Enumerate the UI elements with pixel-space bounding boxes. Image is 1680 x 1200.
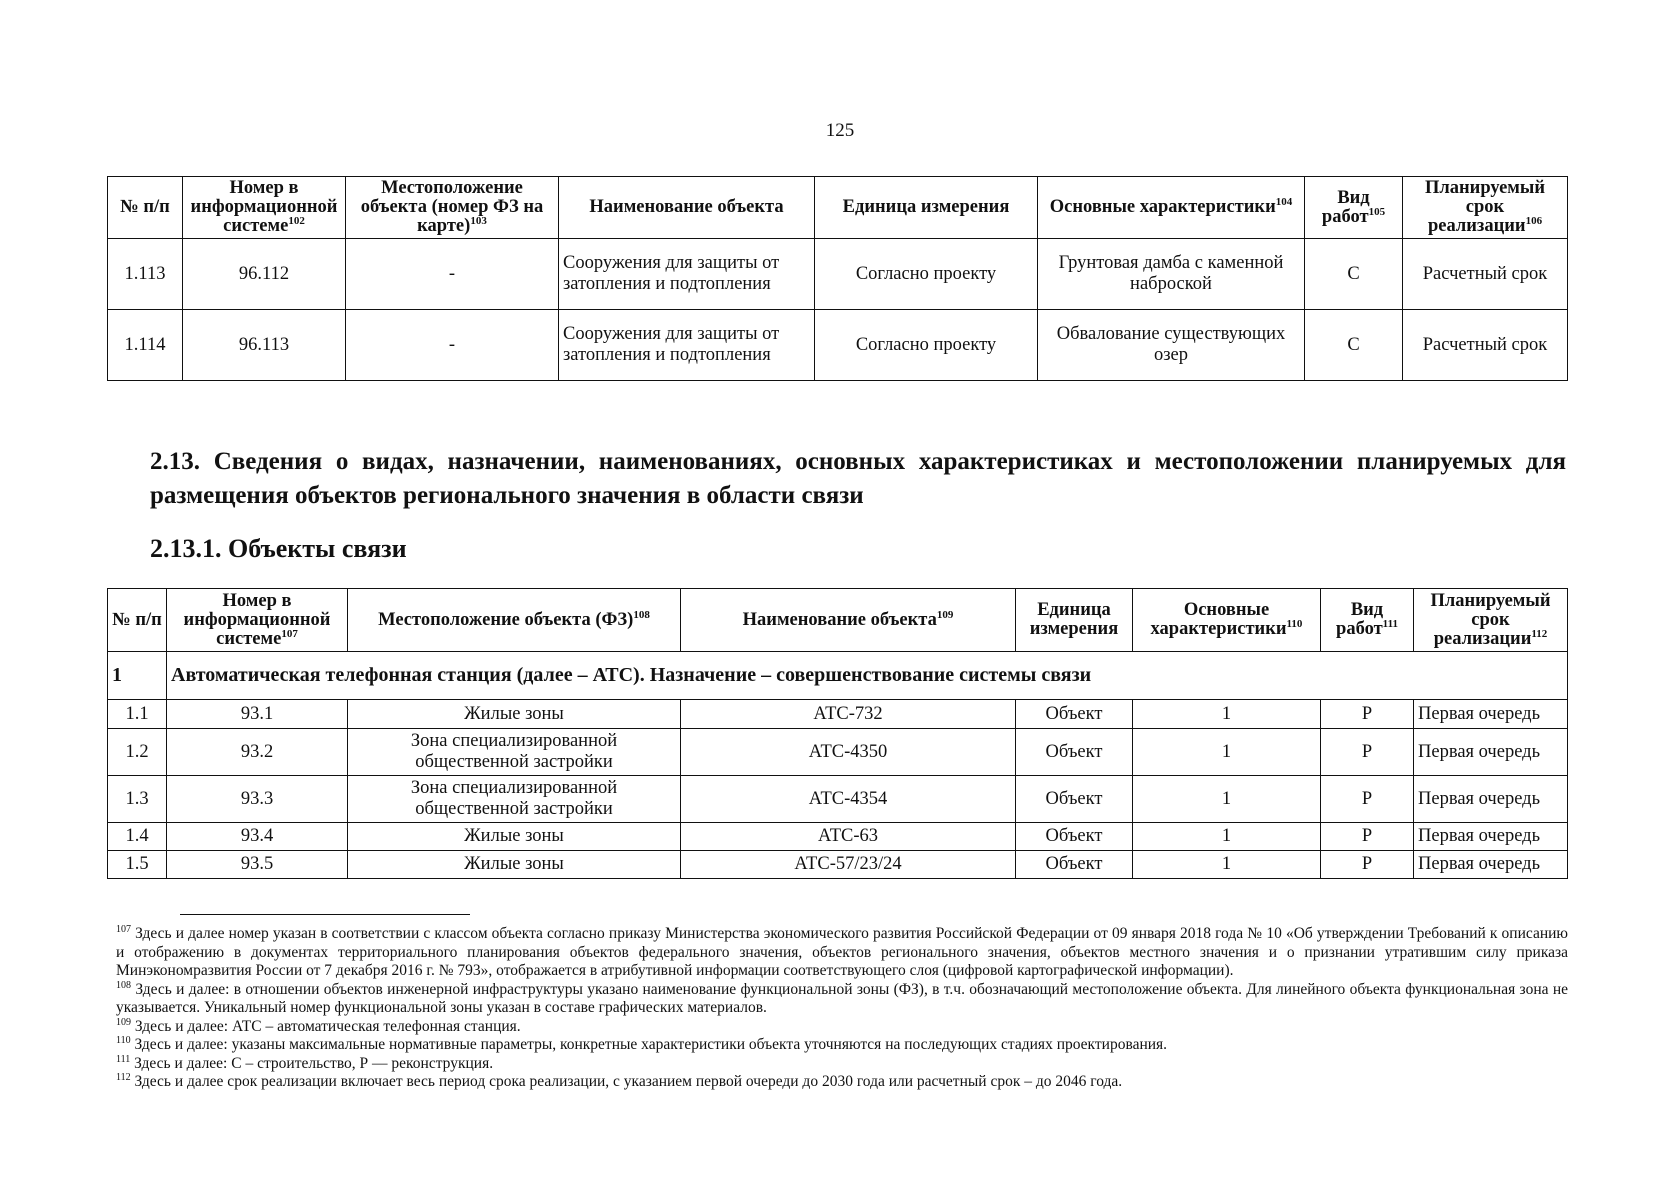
row-number: 1.3 xyxy=(108,776,167,823)
planned-term: Первая очередь xyxy=(1414,700,1568,729)
table-row xyxy=(108,851,1568,879)
unit: Согласно проекту xyxy=(815,239,1038,310)
footnote: $^{107}$ Здесь и далее номер указан в соответствии с классом объекта согласно приказу Министерства экономического развития Российской Федерации от 09 января 2018 года № 10 «Об утверждении Требований к описанию и отображению в документах территориального планирования объектов федерального значения, объектов регионального значения, объектов местного значения и о признании утратившим силу приказа Минэкономразвития России от 7 декабря 2016 г. № 793», отображается в атрибутивной информации соответствующего слоя (цифровой картографической информации). xyxy=(116,923,1568,979)
header-cell: Основные характеристики$^{104}$ xyxy=(1038,177,1305,239)
unit: Объект xyxy=(1016,851,1133,879)
header-cell: Наименование объекта xyxy=(559,177,815,239)
header-cell: Номер в информационной системе$^{107}$ xyxy=(167,589,348,652)
characteristics: 1 xyxy=(1133,823,1321,851)
page-number: 125 xyxy=(825,120,855,141)
unit: Согласно проекту xyxy=(815,310,1038,381)
communication-objects-table xyxy=(107,588,1568,879)
footnote: $^{108}$ Здесь и далее: в отношении объектов инженерной инфраструктуры указано наименование функциональной зоны (ФЗ), в т.ч. обозначающий местоположение объекта. Для линейного объекта функциональная зона не указывается. Уникальный номер функциональной зоны указан в составе графических материалов. xyxy=(116,979,1568,1016)
header-cell: Вид работ$^{105}$ xyxy=(1305,177,1403,239)
header-cell: Планируемый срок реализации$^{106}$ xyxy=(1403,177,1568,239)
object-name: АТС-57/23/24 xyxy=(681,851,1016,879)
row-number: 1.4 xyxy=(108,823,167,851)
info-system-number: 93.1 xyxy=(167,700,348,729)
characteristics: Грунтовая дамба с каменной наброской xyxy=(1038,239,1305,310)
header-cell: Наименование объекта$^{109}$ xyxy=(681,589,1016,652)
object-name: АТС-4354 xyxy=(681,776,1016,823)
planned-term: Первая очередь xyxy=(1414,851,1568,879)
header-cell: Номер в информационной системе$^{102}$ xyxy=(183,177,346,239)
planned-term: Расчетный срок xyxy=(1403,239,1568,310)
row-number: 1.1 xyxy=(108,700,167,729)
unit: Объект xyxy=(1016,729,1133,776)
work-type: Р xyxy=(1321,823,1414,851)
footnote-separator xyxy=(180,914,470,915)
object-name: АТС-4350 xyxy=(681,729,1016,776)
table-row xyxy=(108,700,1568,729)
footnotes xyxy=(116,925,1568,1092)
info-system-number: 96.112 xyxy=(183,239,346,310)
characteristics: Обвалование существующих озер xyxy=(1038,310,1305,381)
object-name: Сооружения для защиты от затопления и подтопления xyxy=(559,239,815,310)
characteristics: 1 xyxy=(1133,776,1321,823)
planned-term: Расчетный срок xyxy=(1403,310,1568,381)
footnote: $^{112}$ Здесь и далее срок реализации включает весь период срока реализации, с указанием первой очереди до 2030 года или расчетный срок – до 2046 года. xyxy=(116,1071,1123,1090)
header-cell: Местоположение объекта (номер ФЗ на карте)$^{103}$ xyxy=(346,177,559,239)
section-heading: 2.13. Сведения о видах, назначении, наименованиях, основных характеристиках и местоположении планируемых для размещения объектов регионального значения в области связи xyxy=(150,448,1566,509)
location: Жилые зоны xyxy=(348,700,681,729)
planned-term: Первая очередь xyxy=(1414,776,1568,823)
row-number: 1.114 xyxy=(108,310,183,381)
work-type: Р xyxy=(1321,851,1414,879)
header-cell: Основные характеристики$^{110}$ xyxy=(1133,589,1321,652)
header-cell: Единица измерения xyxy=(815,177,1038,239)
protection-structures-table xyxy=(107,176,1568,381)
header-cell: Вид работ$^{111}$ xyxy=(1321,589,1414,652)
unit: Объект xyxy=(1016,823,1133,851)
characteristics: 1 xyxy=(1133,851,1321,879)
info-system-number: 93.2 xyxy=(167,729,348,776)
object-name: АТС-732 xyxy=(681,700,1016,729)
planned-term: Первая очередь xyxy=(1414,729,1568,776)
work-type: С xyxy=(1305,239,1403,310)
object-name: Сооружения для защиты от затопления и подтопления xyxy=(559,310,815,381)
header-cell: Местоположение объекта (ФЗ)$^{108}$ xyxy=(348,589,681,652)
work-type: Р xyxy=(1321,776,1414,823)
location: - xyxy=(346,310,559,381)
table-row xyxy=(108,310,1568,381)
footnote: $^{111}$ Здесь и далее: С – строительство, Р — реконструкция. xyxy=(116,1053,494,1072)
table-row xyxy=(108,823,1568,851)
table-header-row xyxy=(108,177,1568,239)
unit: Объект xyxy=(1016,776,1133,823)
info-system-number: 96.113 xyxy=(183,310,346,381)
header-cell: Единица измерения xyxy=(1016,589,1133,652)
location: Жилые зоны xyxy=(348,851,681,879)
header-cell: № п/п xyxy=(108,177,183,239)
info-system-number: 93.3 xyxy=(167,776,348,823)
table-header-row xyxy=(108,589,1568,652)
info-system-number: 93.5 xyxy=(167,851,348,879)
location: Жилые зоны xyxy=(348,823,681,851)
group-title: Автоматическая телефонная станция (далее – АТС). Назначение – совершенствование системы связи xyxy=(167,652,1568,700)
work-type: Р xyxy=(1321,700,1414,729)
location: Зона специализированной общественной застройки xyxy=(348,776,681,823)
characteristics: 1 xyxy=(1133,700,1321,729)
footnote: $^{109}$ Здесь и далее: АТС – автоматическая телефонная станция. xyxy=(116,1016,521,1035)
location: - xyxy=(346,239,559,310)
row-number: 1.113 xyxy=(108,239,183,310)
info-system-number: 93.4 xyxy=(167,823,348,851)
header-cell: Планируемый срок реализации$^{112}$ xyxy=(1414,589,1568,652)
table-row xyxy=(108,776,1568,823)
row-number: 1.5 xyxy=(108,851,167,879)
table-row xyxy=(108,239,1568,310)
group-number: 1 xyxy=(108,652,167,700)
planned-term: Первая очередь xyxy=(1414,823,1568,851)
location: Зона специализированной общественной застройки xyxy=(348,729,681,776)
object-name: АТС-63 xyxy=(681,823,1016,851)
unit: Объект xyxy=(1016,700,1133,729)
work-type: С xyxy=(1305,310,1403,381)
group-row xyxy=(108,652,1568,700)
subsection-heading: 2.13.1. Объекты связи xyxy=(150,534,407,563)
characteristics: 1 xyxy=(1133,729,1321,776)
work-type: Р xyxy=(1321,729,1414,776)
header-cell: № п/п xyxy=(108,589,167,652)
footnote: $^{110}$ Здесь и далее: указаны максимальные нормативные параметры, конкретные характеристики объекта уточняются на последующих стадиях проектирования. xyxy=(116,1034,1168,1053)
table-row xyxy=(108,729,1568,776)
row-number: 1.2 xyxy=(108,729,167,776)
